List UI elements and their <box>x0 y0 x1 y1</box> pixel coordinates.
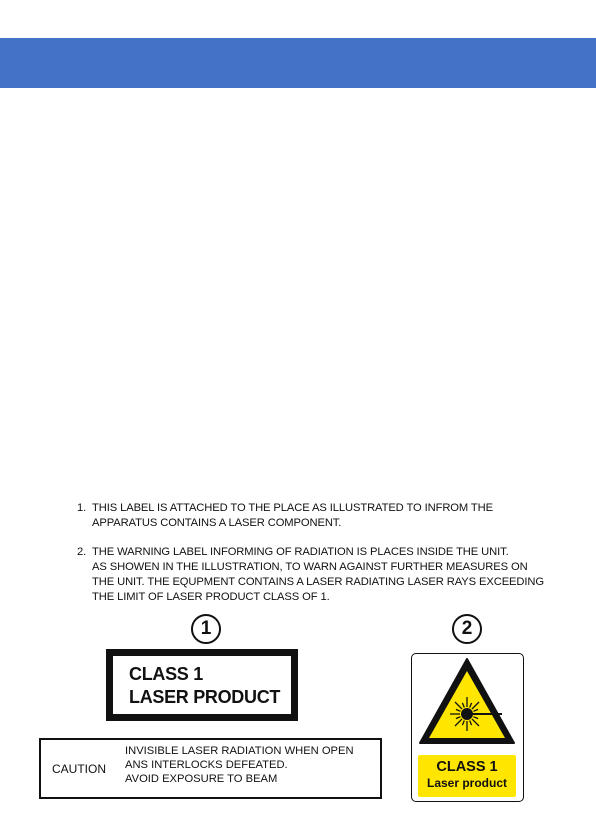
laser-warning-sign <box>411 653 524 802</box>
marker-2: 2 <box>452 614 482 644</box>
warning-line-2: Laser product <box>426 776 507 790</box>
class-1-yellow-panel <box>418 755 516 797</box>
caution-label <box>39 738 382 799</box>
header-bar <box>0 38 596 88</box>
note-1 <box>77 501 577 531</box>
notes-list <box>77 501 577 605</box>
caution-text: INVISIBLE LASER RADIATION WHEN OPEN ANS INTERLOCKS DEFEATED. AVOID EXPOSURE TO BEAM <box>125 745 354 785</box>
class-1-label-inner <box>113 656 291 714</box>
laser-hazard-icon <box>412 654 522 754</box>
warning-line-1: CLASS 1 <box>436 759 498 775</box>
note-2 <box>77 545 577 605</box>
note-text: THIS LABEL IS ATTACHED TO THE PLACE AS ILLUSTRATED TO INFROM THE APPARATUS CONTAINS A LASER COMPONENT. <box>92 502 494 529</box>
note-number: 1. <box>77 502 87 514</box>
class-1-label <box>106 649 298 721</box>
class-label-line-1: CLASS 1 <box>129 664 203 684</box>
note-number: 2. <box>77 546 87 558</box>
class-label-line-2: LASER PRODUCT <box>129 687 281 707</box>
caution-word: CAUTION <box>52 762 106 776</box>
marker-1: 1 <box>191 614 221 644</box>
note-text: THE WARNING LABEL INFORMING OF RADIATION IS PLACES INSIDE THE UNIT. AS SHOWEN IN THE ILLUSTRATION, TO WARN AGAINST FURTHER MEASURES ON THE UNIT. THE EQUPMENT CONTAINS A LASER RADIATING LASER RAYS EXCEEDING THE LIMIT OF LASER PRODUCT CLASS OF 1. <box>92 546 544 603</box>
